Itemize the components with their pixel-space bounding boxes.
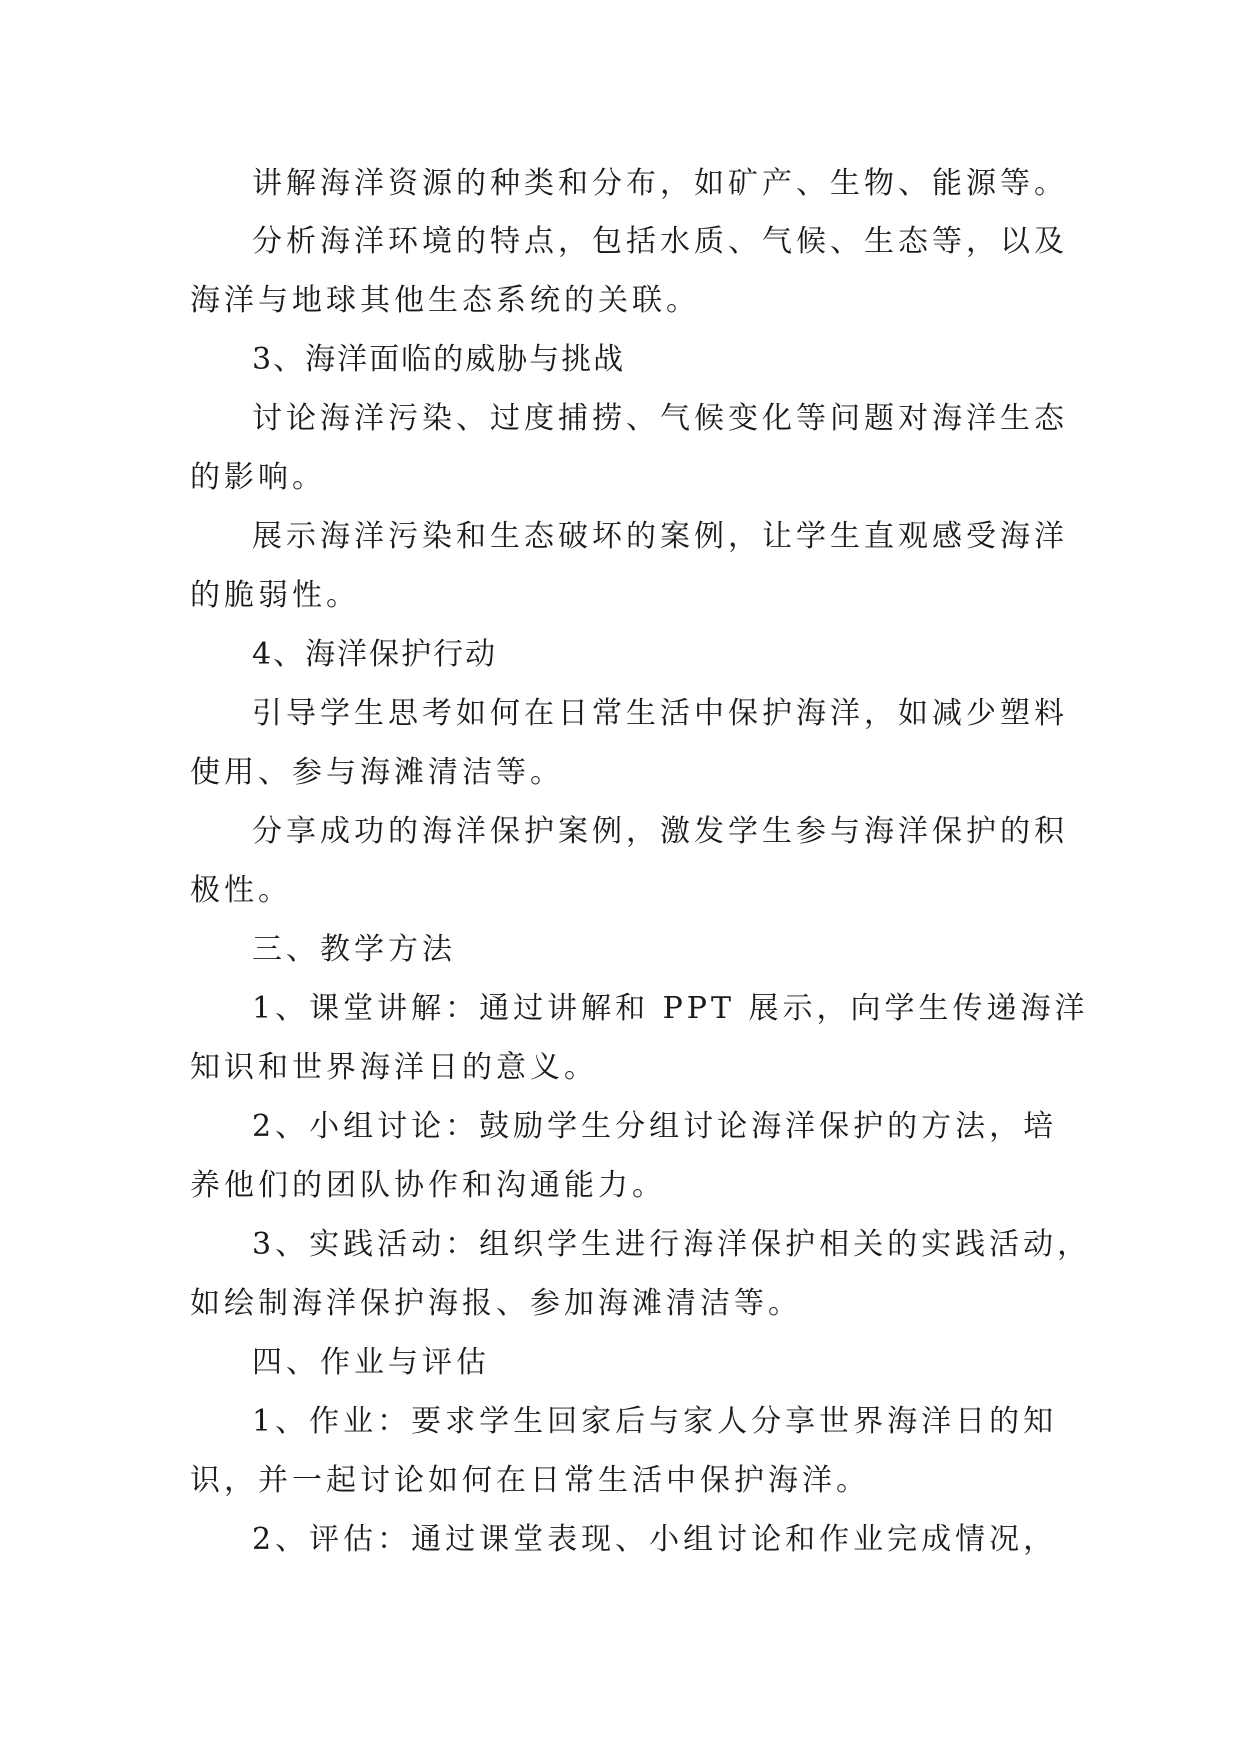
paragraph-line: 3、实践活动：组织学生进行海洋保护相关的实践活动， [252,1227,1092,1262]
paragraph-line: 分享成功的海洋保护案例，激发学生参与海洋保护的积 [252,814,1068,849]
paragraph-line: 知识和世界海洋日的意义。 [190,1050,598,1085]
paragraph-line: 养他们的团队协作和沟通能力。 [190,1168,666,1203]
paragraph-line: 2、小组讨论：鼓励学生分组讨论海洋保护的方法，培 [252,1109,1058,1144]
paragraph-line: 1、课堂讲解：通过讲解和 PPT 展示，向学生传递海洋 [252,991,1089,1026]
paragraph-line: 展示海洋污染和生态破坏的案例，让学生直观感受海洋 [252,519,1068,554]
section-heading: 四、作业与评估 [252,1345,490,1380]
paragraph-line: 极性。 [190,873,292,908]
paragraph-line: 2、评估：通过课堂表现、小组讨论和作业完成情况， [252,1522,1058,1557]
paragraph-line: 分析海洋环境的特点，包括水质、气候、生态等，以及 [252,224,1068,259]
paragraph-line: 识，并一起讨论如何在日常生活中保护海洋。 [190,1463,870,1498]
paragraph-line: 海洋与地球其他生态系统的关联。 [190,283,700,318]
paragraph-line: 的影响。 [190,460,326,495]
paragraph-line: 讲解海洋资源的种类和分布，如矿产、生物、能源等。 [252,166,1068,201]
paragraph-line: 引导学生思考如何在日常生活中保护海洋，如减少塑料 [252,696,1068,731]
paragraph-line: 使用、参与海滩清洁等。 [190,755,564,790]
paragraph-line: 讨论海洋污染、过度捕捞、气候变化等问题对海洋生态 [252,401,1068,436]
section-heading: 4、海洋保护行动 [252,637,498,672]
section-heading: 三、教学方法 [252,932,456,967]
paragraph-line: 如绘制海洋保护海报、参加海滩清洁等。 [190,1286,802,1321]
paragraph-line: 1、作业：要求学生回家后与家人分享世界海洋日的知 [252,1404,1058,1439]
paragraph-line: 的脆弱性。 [190,578,360,613]
section-heading: 3、海洋面临的威胁与挑战 [252,342,626,377]
